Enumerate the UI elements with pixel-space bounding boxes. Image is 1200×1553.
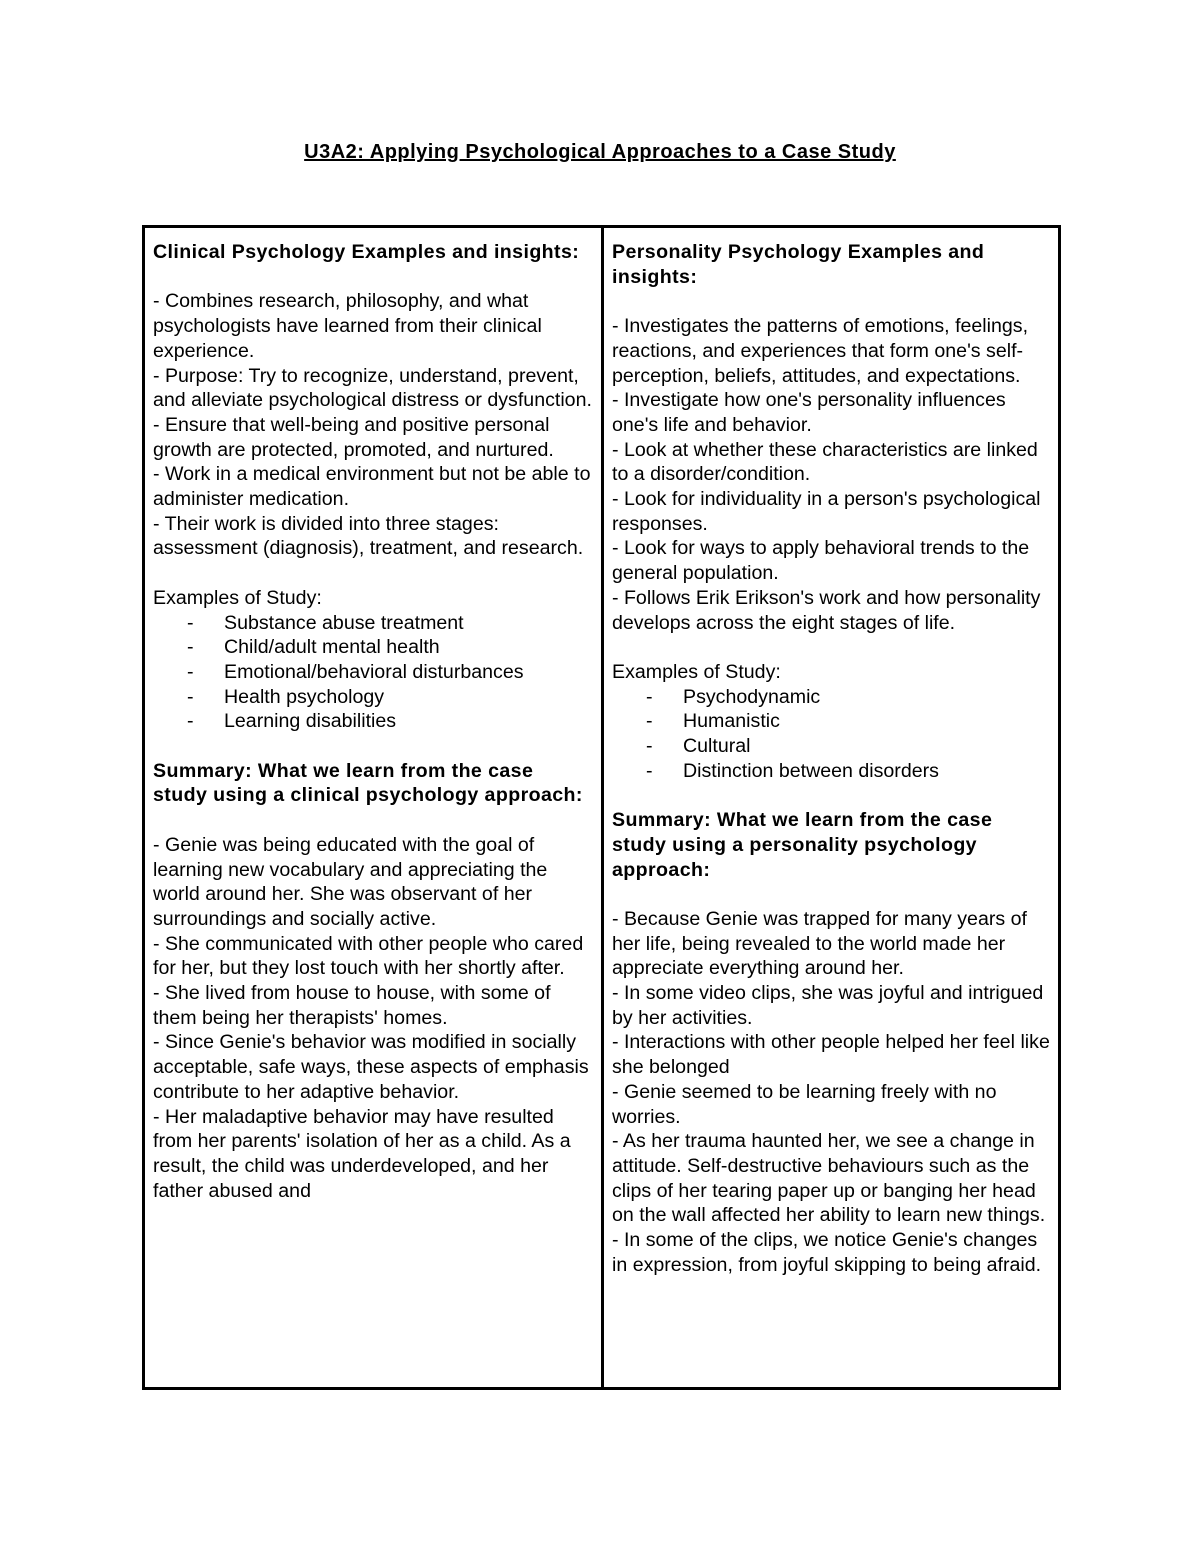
example-text: Health psychology: [224, 685, 385, 708]
list-item: - Cultural: [646, 735, 751, 758]
example-text: Psychodynamic: [683, 685, 821, 708]
clinical-summary-header: Summary: What we learn from the case study using a clinical psychology approach:: [153, 759, 583, 807]
personality-summary-point: - As her trauma haunted her, we see a change in attitude. Self-destructive behaviours such as the clips of her tearing paper up or banging her head on the wall affected her ability to learn new things.: [612, 1130, 1046, 1227]
example-text: Distinction between disorders: [683, 759, 939, 782]
list-item: - Health psychology: [187, 685, 385, 708]
personality-header: Personality Psychology Examples and insights:: [612, 241, 985, 288]
list-item: - Emotional/behavioral disturbances: [187, 660, 524, 683]
clinical-header: Clinical Psychology Examples and insights:: [153, 241, 580, 263]
list-item: - Substance abuse treatment: [187, 611, 464, 634]
spacer: [612, 635, 1050, 660]
list-item: - Psychodynamic: [646, 685, 821, 708]
spacer: [153, 561, 593, 586]
personality-summary-point: - In some of the clips, we notice Genie's changes in expression, from joyful skipping to being afraid.: [612, 1229, 1042, 1276]
personality-summary-point: - Interactions with other people helped her feel like she belonged: [612, 1031, 1050, 1079]
clinical-summary-point: - Genie was being educated with the goal of learning new vocabulary and appreciating the world around her. She was observant of her surroundings and socially active.: [153, 833, 548, 930]
clinical-point: - Work in a medical environment but not be able to administer medication.: [153, 463, 591, 511]
example-text: Cultural: [683, 735, 751, 758]
spacer: [612, 882, 1050, 907]
document-title: U3A2: Applying Psychological Approaches to a Case Study: [304, 141, 896, 163]
clinical-examples-list: [153, 611, 593, 735]
example-text: Learning disabilities: [224, 710, 397, 733]
personality-examples-label: Examples of Study:: [612, 660, 781, 683]
personality-point: - Look for individuality in a person's psychological responses.: [612, 488, 1041, 535]
personality-summary-point: - Genie seemed to be learning freely with no worries.: [612, 1080, 997, 1128]
personality-summary-point: - In some video clips, she was joyful and intrigued by her activities.: [612, 982, 1044, 1029]
clinical-point: - Combines research, philosophy, and what psychologists have learned from their clinical experience.: [153, 290, 542, 362]
clinical-point: - Ensure that well-being and positive personal growth are protected, promoted, and nurtured.: [153, 413, 554, 461]
comparison-table: [142, 225, 1061, 1390]
clinical-summary-point: - She lived from house to house, with some of them being her therapists' homes.: [153, 982, 551, 1029]
list-item: - Distinction between disorders: [646, 759, 939, 782]
example-text: Substance abuse treatment: [224, 611, 464, 634]
personality-point: - Investigate how one's personality influences one's life and behavior.: [612, 389, 1006, 436]
clinical-examples-label: Examples of Study:: [153, 586, 322, 609]
personality-point: - Investigates the patterns of emotions, feelings, reactions, and experiences that form one's self-perception, beliefs, attitudes, and expectations.: [612, 315, 1029, 387]
personality-summary-point: - Because Genie was trapped for many years of her life, being revealed to the world made her appreciate everything around her.: [612, 907, 1027, 980]
personality-point: - Look for ways to apply behavioral trends to the general population.: [612, 537, 1030, 585]
clinical-summary-point: - She communicated with other people who cared for her, but they lost touch with her shortly after.: [153, 932, 584, 980]
spacer: [153, 734, 593, 759]
list-item: - Child/adult mental health: [187, 636, 440, 659]
spacer: [153, 808, 593, 833]
clinical-summary-point: - Since Genie's behavior was modified in socially acceptable, safe ways, these aspects of emphasis contribute to her adaptive behavior.: [153, 1031, 589, 1103]
personality-column: [604, 228, 1058, 1387]
clinical-point: - Purpose: Try to recognize, understand, prevent, and alleviate psychological distress or dysfunction.: [153, 364, 592, 412]
personality-summary-header: Summary: What we learn from the case study using a personality psychology approach:: [612, 809, 993, 881]
clinical-summary-point: - Her maladaptive behavior may have resulted from her parents' isolation of her as a child. As a result, the child was underdeveloped, and her father abused and: [153, 1105, 571, 1202]
list-item: - Learning disabilities: [187, 710, 397, 733]
example-text: Humanistic: [683, 710, 780, 733]
clinical-column: [145, 228, 604, 1387]
personality-point: - Look at whether these characteristics are linked to a disorder/condition.: [612, 438, 1038, 486]
example-text: Child/adult mental health: [224, 636, 440, 659]
spacer: [153, 265, 593, 290]
personality-examples-list: [612, 685, 1050, 784]
example-text: Emotional/behavioral disturbances: [224, 660, 524, 683]
spacer: [612, 783, 1050, 808]
list-item: - Humanistic: [646, 710, 780, 733]
clinical-point: - Their work is divided into three stages: assessment (diagnosis), treatment, and research.: [153, 512, 584, 560]
spacer: [612, 289, 1050, 314]
personality-point: - Follows Erik Erikson's work and how personality develops across the eight stages of life.: [612, 586, 1041, 634]
